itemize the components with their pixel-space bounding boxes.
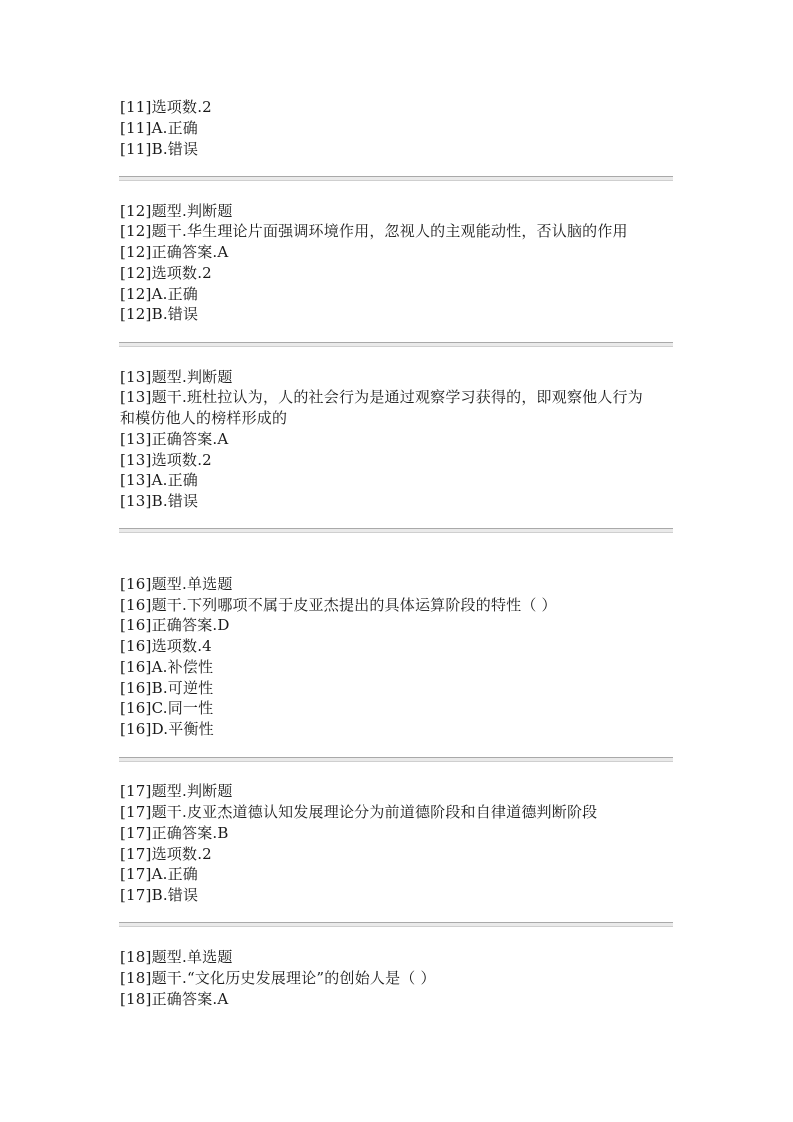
q12-answer: [12]正确答案.A: [120, 243, 229, 261]
q11-option-count: [11]选项数.2: [120, 98, 212, 116]
q16-option-b: [16]B.可逆性: [120, 679, 214, 697]
q17-answer: [17]正确答案.B: [120, 824, 229, 842]
q18-type: [18]题型.单选题: [120, 948, 233, 966]
q13-stem-line2: 和模仿他人的榜样形成的: [120, 409, 288, 427]
q18-answer: [18]正确答案.A: [120, 990, 229, 1008]
q17-stem: [17]题干.皮亚杰道德认知发展理论分为前道德阶段和自律道德判断阶段: [120, 803, 598, 821]
q12-option-b: [12]B.错误: [120, 305, 199, 323]
separator-rule: [119, 528, 673, 533]
separator-rule: [119, 922, 673, 927]
q13-option-count: [13]选项数.2: [120, 451, 212, 469]
q16-option-count: [16]选项数.4: [120, 637, 212, 655]
q17-option-count: [17]选项数.2: [120, 845, 212, 863]
q11-option-a: [11]A.正确: [120, 119, 198, 137]
q13-option-a: [13]A.正确: [120, 471, 198, 489]
q16-option-c: [16]C.同一性: [120, 699, 214, 717]
q16-option-d: [16]D.平衡性: [120, 720, 214, 738]
separator-rule: [119, 176, 673, 181]
q12-type: [12]题型.判断题: [120, 202, 233, 220]
q12-stem: [12]题干.华生理论片面强调环境作用，忽视人的主观能动性，否认脑的作用: [120, 222, 628, 240]
q12-option-count: [12]选项数.2: [120, 264, 212, 282]
q13-answer: [13]正确答案.A: [120, 430, 229, 448]
separator-rule: [119, 342, 673, 347]
q16-type: [16]题型.单选题: [120, 575, 233, 593]
q13-option-b: [13]B.错误: [120, 492, 199, 510]
q16-option-a: [16]A.补偿性: [120, 658, 214, 676]
q12-option-a: [12]A.正确: [120, 285, 198, 303]
separator-rule: [119, 757, 673, 762]
q17-option-b: [17]B.错误: [120, 886, 199, 904]
q17-option-a: [17]A.正确: [120, 865, 198, 883]
q16-answer: [16]正确答案.D: [120, 616, 230, 634]
q11-option-b: [11]B.错误: [120, 140, 199, 158]
q13-stem-line1: [13]题干.班杜拉认为，人的社会行为是通过观察学习获得的，即观察他人行为: [120, 388, 643, 406]
q13-type: [13]题型.判断题: [120, 368, 233, 386]
q18-stem: [18]题干.“文化历史发展理论”的创始人是（ ）: [120, 969, 436, 987]
q16-stem: [16]题干.下列哪项不属于皮亚杰提出的具体运算阶段的特性（ ）: [120, 596, 557, 614]
q17-type: [17]题型.判断题: [120, 782, 233, 800]
